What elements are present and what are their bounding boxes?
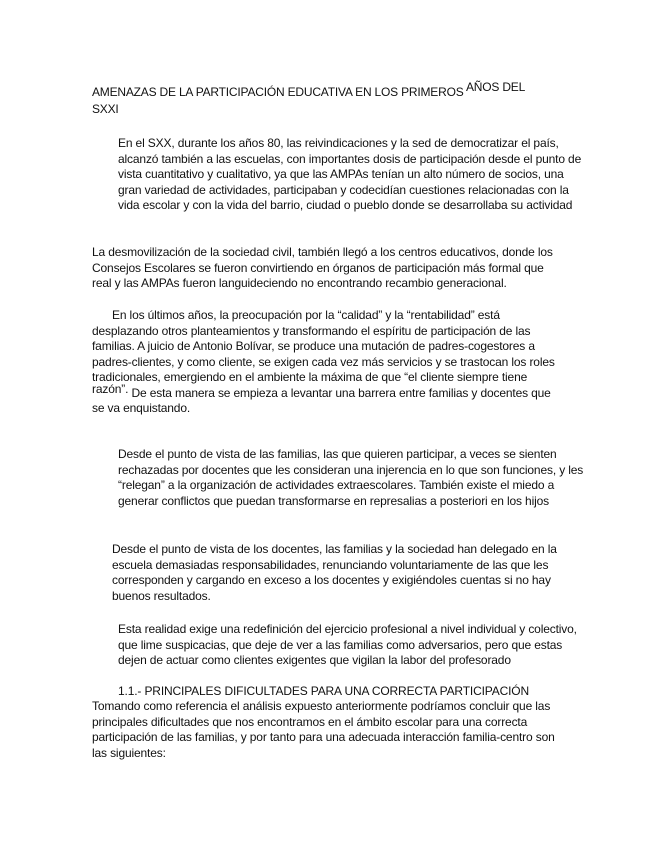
paragraph-4: Desde el punto de vista de las familias, las que quieren participar, a veces se sienten rechazadas por docentes que les consideran una injerencia en lo que son funciones, y les “relegan” a la organización de actividades extraescolares. También existe el miedo a generar conflictos que puedan transformarse en represalias a posteriori en los hijos bbox=[118, 447, 584, 508]
paragraph-5: Desde el punto de vista de los docentes, las familias y la sociedad han delegado en la escuela demasiadas responsabilidades, renunciando voluntariamente de las que les corresponden y cargando en exceso a los docentes y exigiéndoles cuentas si no hay buenos resultados. bbox=[112, 542, 557, 603]
title-end: SXXI bbox=[92, 102, 119, 116]
paragraph-3 bbox=[92, 308, 562, 417]
document-title bbox=[92, 80, 552, 118]
paragraph-6: Esta realidad exige una redefinición del ejercicio profesional a nivel individual y colectivo, que lime suspicacias, que deje de ver a las familias como adversarios, pero que estas dejen de actuar como clientes exigentes que vigilan la labor del profesorado bbox=[118, 622, 577, 667]
title-raised: AÑOS DEL bbox=[466, 80, 526, 94]
paragraph-7: Tomando como referencia el análisis expuesto anteriormente podríamos concluir que las principales dificultades que nos encontramos en el ámbito escolar para una correcta participación de las familias, y por tanto para una adecuada interacción familia-centro son las siguientes: bbox=[92, 699, 555, 760]
paragraph-3-part-b: De esta manera se empieza a levantar una barrera entre familias y docentes que se va enquistando. bbox=[92, 385, 551, 415]
section-heading: 1.1.- PRINCIPALES DIFICULTADES PARA UNA CORRECTA PARTICIPACIÓN bbox=[118, 684, 530, 698]
paragraph-3-part-a: En los últimos años, la preocupación por la “calidad” y la “rentabilidad” está desplazando otros planteamientos y transformando el espíritu de participación de las familias. A juicio de Antonio Bolívar, se produce una mutación de padres-cogestores a padres-clientes, y como cliente, se exigen cada vez más servicios y se trastocan los roles tradicionales, emergiendo en el ambiente la máxima de que “el cliente siempre tiene bbox=[92, 308, 555, 384]
paragraph-3-raised: razón”. bbox=[92, 381, 129, 396]
title-main: AMENAZAS DE LA PARTICIPACIÓN EDUCATIVA EN LOS PRIMEROS bbox=[92, 85, 464, 99]
paragraph-2: La desmovilización de la sociedad civil, también llegó a los centros educativos, donde los Consejos Escolares se fueron convirtiendo en órganos de participación más formal que real y las AMPAs fueron languideciendo no encontrando recambio generacional. bbox=[92, 245, 553, 290]
paragraph-1: En el SXX, durante los años 80, las reivindicaciones y la sed de democratizar el país, alcanzó también a las escuelas, con importantes dosis de participación desde el punto de vista cuantitativo y cualitativo, ya que las AMPAs tenían un alto número de socios, una gran variedad de actividades, participaban y codecidían cuestiones relacionadas con la vida escolar y con la vida del barrio, ciudad o pueblo donde se desarrollaba su actividad bbox=[118, 136, 582, 212]
